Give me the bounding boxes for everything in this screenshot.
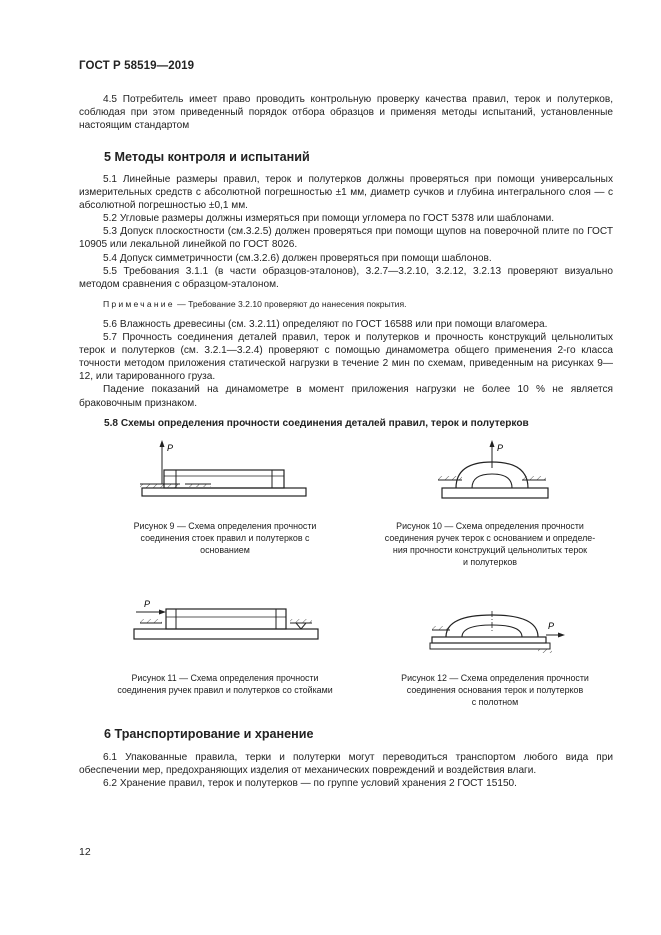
- support-hatch: [538, 649, 552, 653]
- base-plate: [442, 488, 548, 498]
- caption-line: Рисунок 10 — Схема определения прочности: [396, 521, 584, 531]
- arrow-head: [558, 633, 565, 638]
- handle-inner: [472, 474, 512, 488]
- cloth-strip: [430, 643, 550, 649]
- figure-9-caption: [100, 520, 350, 556]
- figure-12-diagram: [428, 605, 558, 655]
- support-hatch: [140, 619, 162, 623]
- force-label: P: [144, 599, 151, 609]
- stop-mark: [296, 623, 306, 629]
- force-label: P: [167, 443, 174, 453]
- document-header: ГОСТ Р 58519—2019: [79, 60, 195, 72]
- caption-line: соединения ручек терок с основанием и определе-: [384, 533, 596, 543]
- note-text: — Требование 3.2.10 проверяют до нанесения покрытия.: [174, 298, 407, 309]
- section-5-title: 5 Методы контроля и испытаний: [104, 150, 310, 164]
- paragraph-5-6: 5.6 Влажность древесины (см. 3.2.11) определяют по ГОСТ 16588 или при помощи влагомера.: [103, 318, 548, 330]
- caption-line: соединения ручек правил и полутерков со стойками: [117, 685, 333, 695]
- paragraph-5-2: 5.2 Угловые размеры должны измеряться при помощи угломера по ГОСТ 5378 или шаблонами.: [103, 213, 555, 225]
- subsection-5-8-title: 5.8 Схемы определения прочности соединения деталей правил, терок и полутерков: [104, 418, 529, 429]
- paragraph-6-1: 6.1 Упакованные правила, терки и полутерки могут переводиться транспортом любого вида при обеспечении мер, предохраняющих изделия от механических повреждений и воздействия влаги.: [79, 752, 613, 777]
- paragraph-5-1: 5.1 Линейные размеры правил, терок и полутерков должны проверяться при помощи универсальных измерительных средств с абсолютной погрешностью ±1 мм, диаметр сучков и глубина интегрального слоя — с абсолютной погрешностью ±0,1 мм.: [79, 174, 613, 212]
- section-5-body: [79, 173, 613, 410]
- handle-frame: [166, 609, 286, 629]
- figure-10-caption: [360, 520, 620, 568]
- caption-line: Рисунок 11 — Схема определения прочности: [131, 673, 319, 683]
- arrow-head: [490, 440, 495, 447]
- section-6-title: 6 Транспортирование и хранение: [104, 727, 314, 741]
- arrow-head: [160, 440, 165, 447]
- paragraph-4-5: 4.5 Потребитель имеет право проводить контрольную проверку качества правил, терок и полутерков, соблюдая при этом приведенный порядок отбора образцов и применяя методы испытаний, установленные настоящим стандартом: [79, 94, 613, 132]
- paragraph-5-7-cont: Падение показаний на динамометре в момент приложения нагрузки не более 10 % не является браковочным признаком.: [79, 384, 613, 409]
- rule-frame: [164, 470, 284, 488]
- page-number: 12: [79, 846, 91, 858]
- figure-11-diagram: [130, 597, 330, 657]
- paragraph-5-5: 5.5 Требования 3.1.1 (в части образцов-эталонов), 3.2.7—3.2.10, 3.2.12, 3.2.13 проверяют визуально методом сравнения с образцом-эталоном.: [79, 265, 613, 290]
- paragraph-5-7: 5.7 Прочность соединения деталей правил, терок и полутерков и прочность конструкций цельнолитых терок и полутерков (см. 3.2.1—3.2.4) проверяют с помощью динамометра общего применения 2-го класса точности методом приложения статической нагрузки в течение 2 мин по схемам, приведенным на рисунках 9—12, или тарированного груза.: [79, 332, 613, 383]
- note-label: Примечание: [103, 298, 175, 309]
- force-label: P: [497, 443, 504, 453]
- caption-line: Рисунок 12 — Схема определения прочности: [401, 673, 589, 683]
- base-plate: [142, 488, 306, 496]
- support-hatch: [140, 484, 180, 488]
- caption-line: Рисунок 9 — Схема определения прочности: [133, 521, 317, 531]
- figure-10-diagram: [428, 440, 558, 512]
- base-plate: [432, 637, 546, 643]
- note: [79, 298, 613, 311]
- figure-11-caption: [100, 672, 350, 696]
- base-plate: [134, 629, 318, 639]
- caption-line: соединения основания терок и полутерков: [406, 685, 584, 695]
- paragraph-5-3: 5.3 Допуск плоскостности (см.3.2.5) должен проверяться при помощи щупов на поверочной плите по ГОСТ 10905 или лекальной линейкой по ГОСТ 8026.: [79, 226, 613, 251]
- figure-12-caption: [370, 672, 620, 708]
- support-hatch: [290, 619, 312, 623]
- caption-line: с полотном: [471, 697, 519, 707]
- paragraph-6-2: 6.2 Хранение правил, терок и полутерков — по группе условий хранения 2 ГОСТ 15150.: [103, 778, 517, 790]
- paragraph-5-4: 5.4 Допуск симметричности (см.3.2.6) должен проверяться при помощи шаблонов.: [103, 252, 492, 264]
- clause-4-5: [79, 93, 613, 132]
- force-label: P: [548, 621, 555, 631]
- arrow-head: [159, 610, 166, 615]
- figure-9-diagram: [130, 440, 320, 512]
- caption-line: основанием: [200, 545, 250, 555]
- section-6-body: [79, 751, 613, 790]
- caption-line: ния прочности конструкций цельнолитых терок: [392, 545, 588, 555]
- caption-line: соединения стоек правил и полутерков с: [140, 533, 310, 543]
- caption-line: и полутерков: [462, 557, 518, 567]
